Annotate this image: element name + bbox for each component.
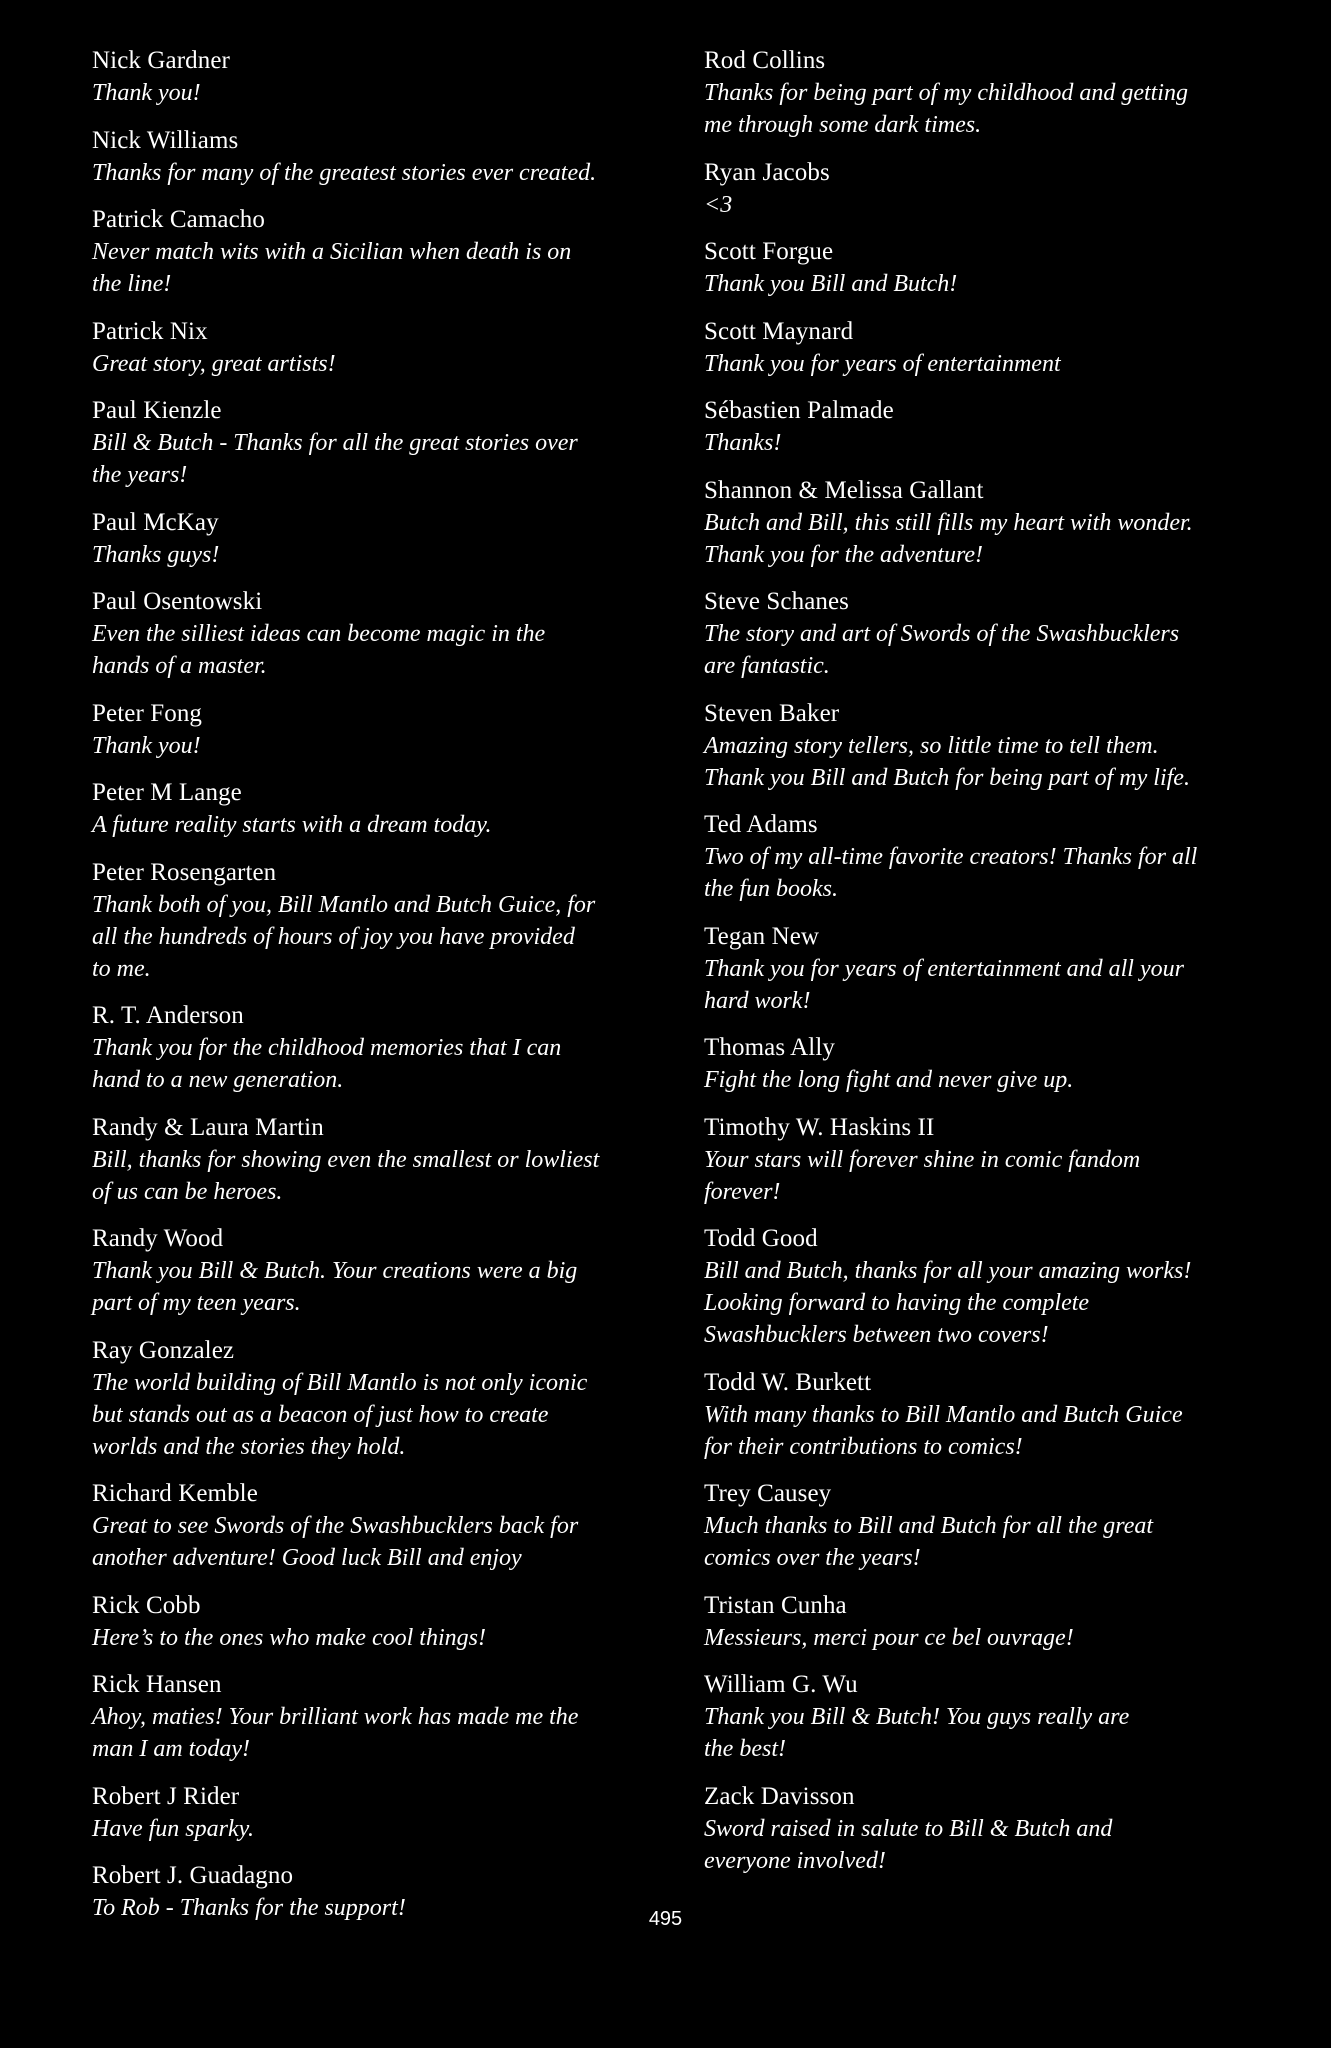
entry <box>92 395 682 491</box>
entry-message: Thank you for the childhood memories that I can hand to a new generation. <box>92 1035 562 1093</box>
entry-name: Paul McKay <box>92 508 219 536</box>
entry-message: Thanks guys! <box>92 541 220 568</box>
entry-name: Ted Adams <box>704 811 818 838</box>
entry <box>704 1367 1284 1463</box>
entry-name: Tegan New <box>704 922 820 950</box>
entry-message: Two of my all-time favorite creators! Thanks for all the fun books. <box>704 844 1198 902</box>
entry-name: Paul Kienzle <box>92 397 222 424</box>
entry-message: Ahoy, maties! Your brilliant work has made me the man I am today! <box>92 1704 579 1762</box>
entry <box>92 777 682 841</box>
entry <box>704 395 1284 459</box>
entry-name: Robert J Rider <box>92 1782 240 1810</box>
entry-message: Great to see Swords of the Swashbucklers back for another adventure! Good luck Bill and enjoy <box>92 1513 579 1571</box>
entry-message: The story and art of Swords of the Swashbucklers are fantastic. <box>704 621 1180 679</box>
entry-name: Peter Rosengarten <box>92 858 277 886</box>
entry-name: Steven Baker <box>704 699 840 727</box>
entry-message: Never match wits with a Sicilian when death is on the line! <box>92 239 572 297</box>
entry-name: Nick Gardner <box>92 47 230 74</box>
entry <box>704 1032 1284 1096</box>
left-column <box>92 45 682 1940</box>
entry <box>92 1000 682 1096</box>
entry-message: Thanks for being part of my childhood and getting me through some dark times. <box>704 80 1188 138</box>
entry-name: Scott Forgue <box>704 238 834 265</box>
entry-name: Randy Wood <box>92 1225 224 1252</box>
entry-name: Tristan Cunha <box>704 1591 847 1619</box>
entry <box>704 1223 1284 1351</box>
entry-name: William G. Wu <box>704 1671 858 1698</box>
entry-message: Thanks for many of the greatest stories ever created. <box>92 159 597 186</box>
entry-message: Butch and Bill, this still fills my heart with wonder. Thank you for the adventure! <box>704 509 1193 568</box>
entry-message: Have fun sparky. <box>92 1815 254 1842</box>
entry <box>92 1669 682 1765</box>
entry-message: Thanks! <box>704 430 782 456</box>
entry-name: Richard Kemble <box>92 1480 258 1507</box>
entry <box>92 698 682 762</box>
entry-name: Trey Causey <box>704 1480 832 1507</box>
entry <box>704 921 1284 1017</box>
entry-message: Thank you Bill & Butch. Your creations were a big part of my teen years. <box>92 1258 578 1316</box>
entry <box>704 809 1284 905</box>
page-number: 495 <box>648 1908 683 1930</box>
entry <box>704 586 1284 682</box>
entry-message: A future reality starts with a dream today. <box>92 812 492 838</box>
entry-name: Nick Williams <box>92 126 239 154</box>
entry <box>704 1781 1284 1877</box>
entry <box>704 236 1284 300</box>
entry-name: Todd W. Burkett <box>704 1368 872 1396</box>
entry <box>92 1478 682 1574</box>
entry-message: <3 <box>704 191 733 218</box>
entry-name: Rod Collins <box>704 47 826 74</box>
entry-name: Robert J. Guadagno <box>92 1862 294 1889</box>
entry-name: Patrick Nix <box>92 317 208 345</box>
entry-name: Rick Hansen <box>92 1671 222 1698</box>
entry-name: Ray Gonzalez <box>92 1336 235 1364</box>
right-column <box>704 45 1284 1892</box>
entry-name: Peter Fong <box>92 699 203 727</box>
entry-message: The world building of Bill Mantlo is not only iconic but stands out as a beacon of just how to create worlds and the stories they hold. <box>92 1369 588 1460</box>
entry <box>92 1112 682 1208</box>
entry-name: Paul Osentowski <box>92 588 263 615</box>
entry-name: Todd Good <box>704 1225 818 1252</box>
entry <box>704 157 1284 221</box>
entry-message: Thank you! <box>92 80 201 106</box>
entry-name: Timothy W. Haskins II <box>704 1113 935 1141</box>
entry <box>92 857 682 985</box>
entry <box>704 316 1284 380</box>
entry <box>92 45 682 109</box>
entry-message: Thank you Bill and Butch! <box>704 271 958 297</box>
entry-name: Scott Maynard <box>704 317 854 345</box>
entry <box>92 1223 682 1319</box>
entry-name: Patrick Camacho <box>92 206 265 233</box>
entry-message: Messieurs, merci pour ce bel ouvrage! <box>704 1624 1074 1651</box>
entry-message: Your stars will forever shine in comic fandom forever! <box>704 1146 1141 1205</box>
entry-message: Much thanks to Bill and Butch for all the great comics over the years! <box>704 1513 1154 1571</box>
entry <box>92 586 682 682</box>
entry <box>704 1590 1284 1654</box>
entry-name: Steve Schanes <box>704 588 850 615</box>
entry-message: Amazing story tellers, so little time to tell them. Thank you Bill and Butch for being part of my life. <box>704 732 1190 791</box>
entry-name: Zack Davisson <box>704 1782 855 1810</box>
entry-name: Thomas Ally <box>704 1034 835 1061</box>
entry-message: Bill and Butch, thanks for all your amazing works! Looking forward to having the complete Swashbucklers between two covers! <box>704 1258 1192 1348</box>
entry-message: With many thanks to Bill Mantlo and Butch Guice for their contributions to comics! <box>704 1401 1183 1460</box>
entry-message: To Rob - Thanks for the support! <box>92 1895 406 1921</box>
entry-message: Thank you for years of entertainment and all your hard work! <box>704 955 1184 1014</box>
entry-name: Rick Cobb <box>92 1591 201 1619</box>
entry-message: Here’s to the ones who make cool things! <box>92 1624 486 1651</box>
entry <box>92 1781 682 1845</box>
entry <box>704 1478 1284 1574</box>
entry <box>92 316 682 380</box>
entry-name: Ryan Jacobs <box>704 158 830 186</box>
entry-name: Sébastien Palmade <box>704 397 894 424</box>
entry-message: Fight the long fight and never give up. <box>704 1067 1074 1093</box>
entry-message: Great story, great artists! <box>92 350 336 377</box>
entry <box>92 125 682 189</box>
entry-name: Peter M Lange <box>92 779 242 806</box>
entry-message: Thank you! <box>92 732 201 759</box>
entry-name: R. T. Anderson <box>92 1002 244 1029</box>
entry-message: Sword raised in salute to Bill & Butch and everyone involved! <box>704 1815 1113 1874</box>
entry-message: Bill & Butch - Thanks for all the great stories over the years! <box>92 430 578 488</box>
entry <box>92 1590 682 1654</box>
entry-message: Even the silliest ideas can become magic in the hands of a master. <box>92 621 546 679</box>
entry-message: Bill, thanks for showing even the smallest or lowliest of us can be heroes. <box>92 1146 600 1205</box>
entry <box>704 698 1284 794</box>
entry-message: Thank you for years of entertainment <box>704 350 1061 377</box>
entry <box>92 1335 682 1463</box>
entry-message: Thank both of you, Bill Mantlo and Butch Guice, for all the hundreds of hours of joy you have provided to me. <box>92 891 596 982</box>
entry <box>704 45 1284 141</box>
entry-name: Shannon & Melissa Gallant <box>704 476 984 504</box>
entry <box>92 204 682 300</box>
entry <box>92 507 682 571</box>
entry-name: Randy & Laura Martin <box>92 1113 324 1141</box>
entry <box>704 1669 1284 1765</box>
entry-message: Thank you Bill & Butch! You guys really are the best! <box>704 1704 1130 1762</box>
entry <box>704 1112 1284 1208</box>
entry <box>704 475 1284 571</box>
